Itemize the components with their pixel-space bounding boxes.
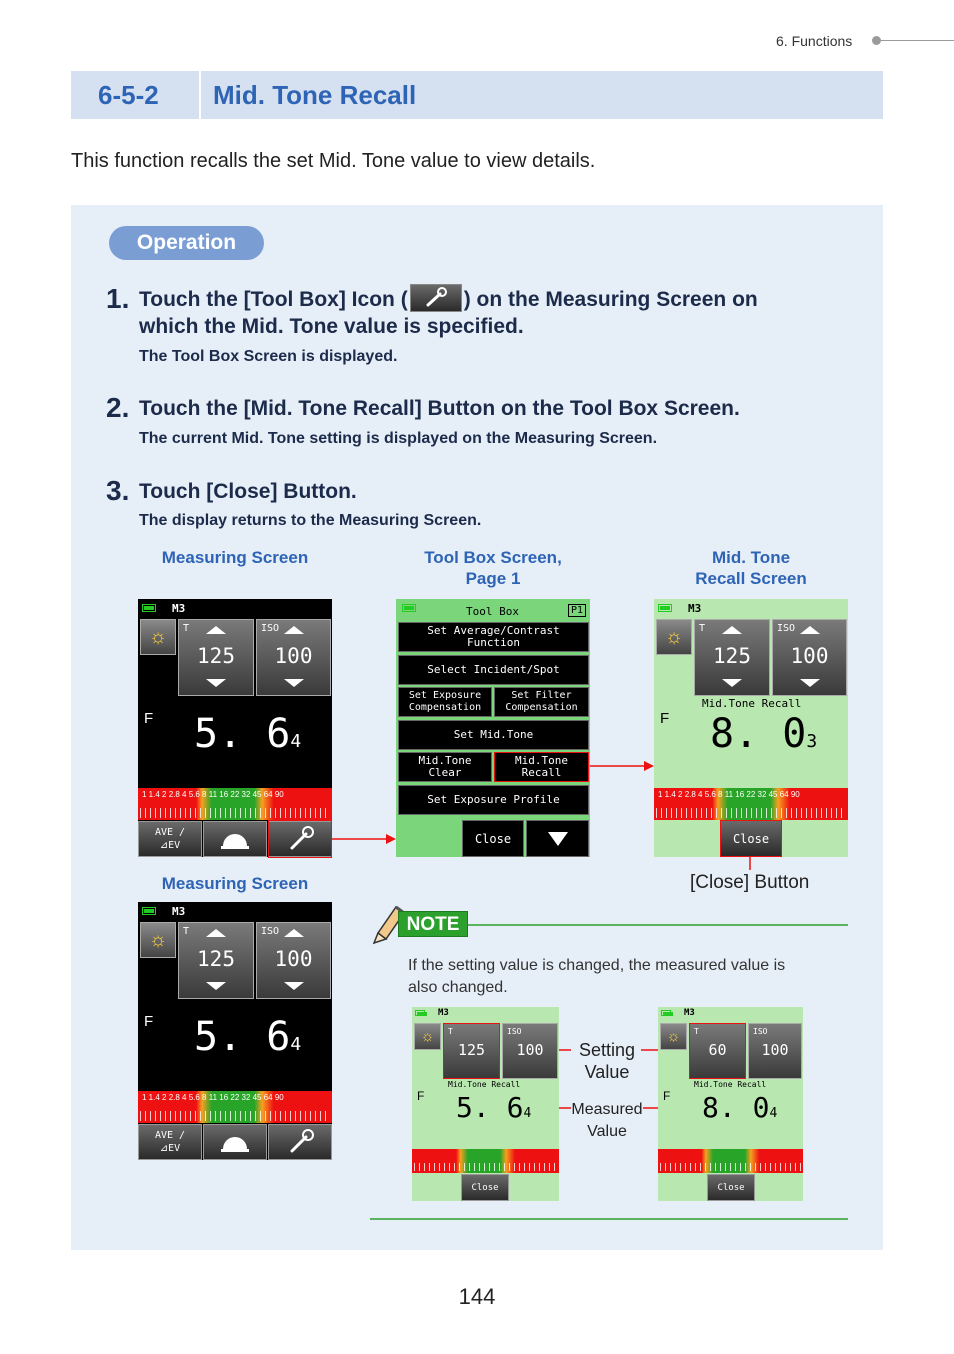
- ev-label: ⊿EV: [159, 840, 181, 851]
- section-title: Mid. Tone Recall: [213, 80, 417, 110]
- measuring-screen-2: [138, 902, 332, 1160]
- setting-line1: Setting: [578, 1040, 636, 1060]
- f-value-main: 5. 6: [194, 1014, 291, 1060]
- ave-label: AVE /: [154, 1130, 186, 1141]
- operation-label: Operation: [109, 226, 264, 260]
- close-button-label: [Close] Button: [690, 872, 810, 893]
- scale-ticks: [660, 1163, 801, 1171]
- menu-set-midtone[interactable]: Set Mid.Tone: [398, 720, 589, 750]
- step-2-title: Touch the [Mid. Tone Recall] Button on the Tool Box Screen.: [139, 397, 740, 420]
- setting-line2: Value: [584, 1062, 630, 1082]
- ev-label: ⊿EV: [159, 1143, 181, 1154]
- dome-icon: [205, 1125, 265, 1159]
- f-label: F: [144, 710, 154, 727]
- step-1-title-part2: ) on the Measuring Screen on: [463, 288, 758, 311]
- shutter-label: T: [448, 1027, 453, 1036]
- step-3-title: Touch [Close] Button.: [139, 480, 357, 503]
- note-badge: [370, 907, 470, 947]
- note-label: NOTE: [398, 911, 468, 937]
- scale-ticks: [414, 1163, 557, 1171]
- close-button[interactable]: Close: [462, 820, 524, 857]
- iso-label: ISO: [753, 1027, 768, 1036]
- memory-indicator: M3: [438, 1008, 449, 1018]
- f-value-sub: 4: [290, 1034, 302, 1055]
- step-1-title-part1: Touch the [Tool Box] Icon (: [139, 288, 408, 311]
- f-value-main: 8. 0: [710, 711, 807, 757]
- iso-tile[interactable]: [502, 1023, 558, 1079]
- f-value: [702, 1091, 777, 1124]
- iso-value: 100: [790, 644, 829, 668]
- shutter-value: 60: [708, 1041, 727, 1059]
- menu-average-contrast[interactable]: Set Average/Contrast Function: [398, 622, 589, 652]
- incident-mode-button[interactable]: [203, 1124, 267, 1160]
- page-indicator: P1: [568, 604, 586, 617]
- ave-label: AVE /: [154, 827, 186, 838]
- wrench-icon: [270, 1125, 330, 1159]
- shutter-label: T: [699, 623, 706, 634]
- sun-icon[interactable]: ☼: [414, 1023, 441, 1050]
- page-number: 144: [458, 1284, 496, 1309]
- scale-labels: 1 1.4 2 2.8 4 5.6 8 11 16 22 32 45 64 90: [142, 1093, 284, 1102]
- note-text: If the setting value is changed, the measured value is also changed.: [408, 957, 786, 996]
- shutter-speed-tile[interactable]: [689, 1023, 746, 1079]
- aperture-scale: [138, 1091, 332, 1123]
- close-button[interactable]: Close: [461, 1174, 509, 1201]
- iso-down-icon: [284, 982, 304, 990]
- f-value-sub: 4: [523, 1106, 532, 1121]
- toolbox-title: Tool Box: [466, 605, 519, 618]
- chapter-label: 6. Functions: [776, 33, 853, 49]
- note-screen-after: [658, 1007, 803, 1201]
- step-3-desc: The display returns to the Measuring Screen.: [139, 512, 482, 529]
- menu-incident-spot[interactable]: Select Incident/Spot: [398, 655, 589, 685]
- caption-measuring-screen: Measuring Screen: [161, 548, 309, 567]
- f-value-main: 5. 6: [456, 1091, 524, 1124]
- f-value-main: 8. 0: [702, 1091, 770, 1124]
- scale-ticks: [140, 1111, 330, 1121]
- note-screen-before: [412, 1007, 559, 1201]
- close-button[interactable]: Close: [707, 1174, 755, 1201]
- close-button[interactable]: Close: [720, 820, 782, 857]
- iso-value: 100: [761, 1041, 789, 1059]
- caption-midtone-line2: Recall Screen: [695, 569, 807, 588]
- step-1-desc: The Tool Box Screen is displayed.: [139, 348, 398, 365]
- caption-toolbox-line1: Tool Box Screen,: [424, 548, 562, 567]
- shutter-speed-tile[interactable]: [443, 1023, 500, 1079]
- f-value-sub: 4: [769, 1106, 778, 1121]
- toolbox-button[interactable]: [268, 1124, 332, 1160]
- memory-indicator: M3: [172, 905, 186, 918]
- shutter-down-icon: [206, 982, 226, 990]
- iso-tile[interactable]: [256, 922, 331, 999]
- midtone-recall-banner: Mid.Tone Recall: [448, 1080, 521, 1089]
- step-1-number: 1.: [106, 283, 130, 314]
- iso-label: ISO: [507, 1027, 522, 1036]
- f-value-sub: 3: [806, 731, 818, 752]
- battery-icon: [142, 907, 156, 915]
- f-value-sub: 4: [290, 731, 302, 752]
- measured-line1: Measured: [571, 1101, 643, 1118]
- memory-indicator: M3: [684, 1008, 695, 1018]
- iso-value: 100: [274, 947, 313, 971]
- menu-exposure-profile[interactable]: Set Exposure Profile: [398, 785, 589, 815]
- setting-value-label: [570, 1039, 644, 1083]
- iso-tile[interactable]: [748, 1023, 802, 1079]
- step-3-number: 3.: [106, 475, 130, 506]
- f-label: F: [660, 710, 670, 727]
- shutter-label: T: [183, 926, 190, 937]
- sun-icon[interactable]: ☼: [140, 619, 176, 655]
- aperture-scale: [412, 1149, 559, 1173]
- memory-indicator: M3: [172, 602, 186, 615]
- caption-measuring-screen-2: Measuring Screen: [161, 874, 309, 893]
- f-label: F: [144, 1013, 154, 1030]
- midtone-recall-banner: Mid.Tone Recall: [694, 1080, 767, 1089]
- f-value-main: 5. 6: [194, 711, 291, 757]
- shutter-value: 125: [713, 644, 751, 668]
- f-value: [456, 1091, 531, 1124]
- measured-line2: Value: [587, 1123, 627, 1140]
- caption-toolbox-line2: Page 1: [465, 569, 521, 588]
- menu-filter-compensation[interactable]: Set Filter Compensation: [494, 687, 589, 717]
- battery-icon: [661, 1010, 671, 1016]
- sun-icon[interactable]: ☼: [656, 619, 692, 655]
- section-number: 6-5-2: [98, 80, 159, 110]
- step-1-title-line2: which the Mid. Tone value is specified.: [139, 315, 524, 338]
- shutter-value: 125: [197, 644, 235, 668]
- sun-icon[interactable]: ☼: [140, 922, 176, 958]
- iso-value: 100: [516, 1041, 544, 1059]
- memory-indicator: M3: [688, 602, 702, 615]
- f-value: [194, 1014, 301, 1060]
- scale-labels: 1 1.4 2 2.8 4 5.6 8 11 16 22 32 45 64 90: [658, 790, 800, 799]
- scale-labels: 1 1.4 2 2.8 4 5.6 8 11 16 22 32 45 64 90: [142, 790, 284, 799]
- iso-up-icon: [284, 929, 304, 937]
- f-label: F: [417, 1089, 425, 1103]
- intro-text: This function recalls the set Mid. Tone value to view details.: [71, 150, 596, 172]
- iso-label: ISO: [777, 623, 796, 634]
- shutter-label: T: [694, 1027, 699, 1036]
- aperture-scale: [658, 1149, 803, 1173]
- measured-value-label: [570, 1099, 644, 1143]
- battery-icon: [415, 1010, 425, 1016]
- step-2-desc: The current Mid. Tone setting is displayed on the Measuring Screen.: [139, 430, 658, 447]
- midtone-recall-banner: Mid.Tone Recall: [702, 697, 802, 710]
- shutter-speed-tile[interactable]: [178, 922, 254, 999]
- iso-value: 100: [274, 644, 313, 668]
- menu-midtone-recall[interactable]: Mid.Tone Recall: [494, 752, 589, 782]
- shutter-value: 125: [457, 1041, 486, 1059]
- iso-label: ISO: [261, 623, 280, 634]
- sun-icon[interactable]: ☼: [660, 1023, 687, 1050]
- caption-midtone-line1: Mid. Tone: [711, 548, 791, 567]
- menu-exposure-compensation[interactable]: Set Exposure Compensation: [398, 687, 492, 717]
- shutter-up-icon: [206, 929, 226, 937]
- menu-midtone-clear[interactable]: Mid.Tone Clear: [398, 752, 492, 782]
- f-label: F: [663, 1089, 671, 1103]
- step-2-number: 2.: [106, 392, 130, 423]
- shutter-label: T: [183, 623, 190, 634]
- shutter-value: 125: [197, 947, 235, 971]
- iso-label: ISO: [261, 926, 280, 937]
- ave-ev-button[interactable]: [138, 1124, 202, 1160]
